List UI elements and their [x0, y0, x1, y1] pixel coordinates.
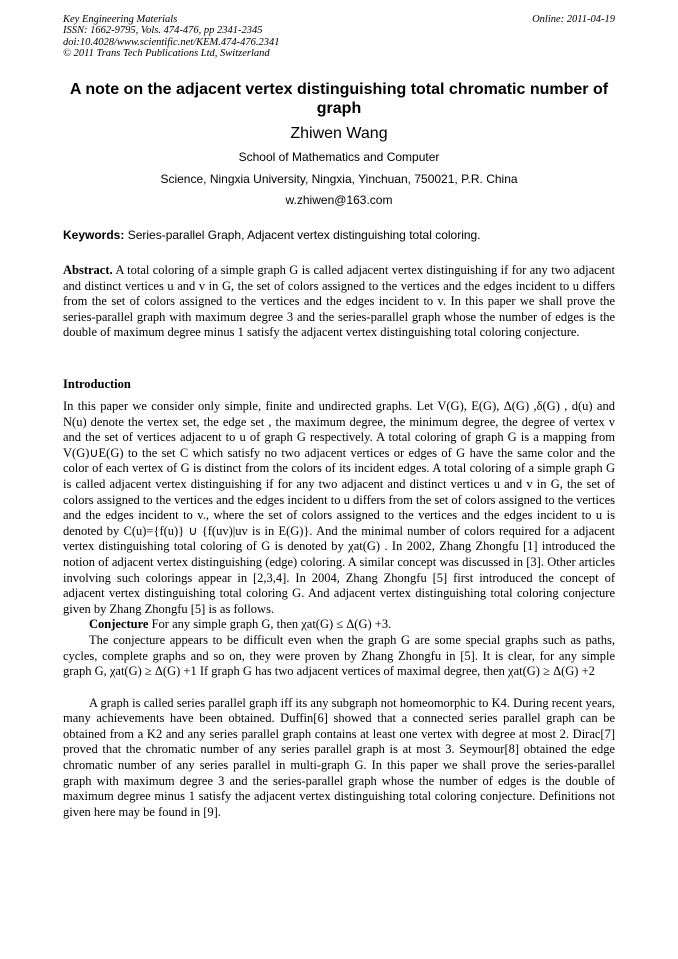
abstract	[63, 263, 615, 341]
journal-name: Key Engineering Materials	[63, 14, 178, 25]
conjecture-paragraph	[63, 617, 615, 633]
affiliation-line-1: School of Mathematics and Computer	[238, 150, 440, 164]
journal-copyright: © 2011 Trans Tech Publications Ltd, Switzerland	[63, 48, 270, 60]
journal-issn: ISSN: 1662-9795, Vols. 474-476, pp 2341-2345	[63, 25, 263, 37]
introduction-body	[63, 399, 615, 820]
section-title-introduction: Introduction	[63, 377, 131, 391]
author-name: Zhiwen Wang	[290, 125, 388, 142]
keywords-text: Series-parallel Graph, Adjacent vertex distinguishing total coloring.	[127, 228, 481, 242]
intro-paragraph-3: A graph is called series parallel graph iff its any subgraph not homeomorphic to K4. During recent years, many achievements have been obtained. Duffin[6] showed that a connected series parallel graph can be obtained from a K2 and any series parallel graph contains at least one vertex with degree at most 2. Dirac[7] proved that the chromatic number of any series parallel graph is at most 3. Seymour[8] obtained the edge chromatic number of any series parallel in multi-graph G. In this paper we shall prove the series-parallel graph with maximum degree 3 and the series-parallel graph whose the number of edges is the double of maximum degree minus 1 satisfy the adjacent vertex distinguishing total coloring conjecture. Definitions not given here may be found in [9].	[63, 695, 615, 819]
journal-doi: doi:10.4028/www.scientific.net/KEM.474-476.2341	[63, 36, 280, 48]
affiliation-line-2: Science, Ningxia University, Ningxia, Yinchuan, 750021, P.R. China	[160, 172, 518, 186]
author-email: w.zhiwen@163.com	[285, 193, 393, 207]
online-date: Online: 2011-04-19	[532, 14, 615, 25]
paper-title: A note on the adjacent vertex distinguishing total chromatic number of graph	[69, 81, 609, 117]
journal-header	[63, 14, 615, 60]
abstract-text: A total coloring of a simple graph G is called adjacent vertex distinguishing if for any two adjacent and distinct vertices u and v in G, the set of colors assigned to the vertices and the edges incident to u differs from the set of colors assigned to the vertices and the edges incident to v. In this paper we shall prove the series-parallel graph with maximum degree 3 and the series-parallel graph whose the number of edges is the double of maximum degree minus 1 satisfy the adjacent vertex distinguishing total coloring conjecture.	[63, 263, 616, 340]
conjecture-label: Conjecture	[89, 617, 149, 632]
keywords-label: Keywords:	[63, 228, 125, 242]
abstract-label: Abstract.	[63, 263, 113, 277]
keywords	[63, 228, 623, 242]
intro-paragraph-1: In this paper we consider only simple, finite and undirected graphs. Let V(G), E(G), Δ(G) ,δ(G) , d(u) and N(u) denote the vertex set, the edge set , the maximum degree, the minimum degree, the degree of vertex v and the set of vertices adjacent to u of graph G respectively. A total coloring of graph G is a mapping from V(G)∪E(G) to the set C which satisfy no two adjacent vertices or edges of G have the same color and the color of each vertex of G is distinct from the colors of its incident edges. A total coloring of a simple graph G is called adjacent vertex distinguishing if for any two adjacent and distinct vertices u and v in G, the set of colors assigned to the vertices and the edges incident to u differs from the set of colors assigned to the vertices and the edges incident to v., where the set of colors assigned to the vertices and the edges incident to u is denoted by C(u)={f(u)} ∪ {f(uv)|uv is in E(G)}. And the minimal number of colors required for a adjacent vertex distinguishing total coloring of G is denoted by χat(G) . In 2002, Zhang Zhongfu [1] introduced the notion of adjacent vertex distinguishing (edge) coloring. A similar concept was discussed in [3]. Other articles involving such colorings appear in [2,3,4]. In 2004, Zhang Zhongfu [5] first introduced the concept of adjacent vertex distinguishing total coloring G. And adjacent vertex distinguishing total coloring conjecture given by Zhang Zhongfu [5] is as follows.	[63, 399, 615, 616]
intro-paragraph-2: The conjecture appears to be difficult even when the graph G are some special graphs such as paths, cycles, complete graphs and so on, they were proven by Zhang Zhongfu in [5]. It is clear, for any simple graph G, χat(G) ≥ Δ(G) +1 If graph G has two adjacent vertices of maximal degree, then χat(G) ≥ Δ(G) +2	[63, 632, 615, 679]
conjecture-text: For any simple graph G, then χat(G) ≤ Δ(G) +3.	[151, 617, 392, 632]
